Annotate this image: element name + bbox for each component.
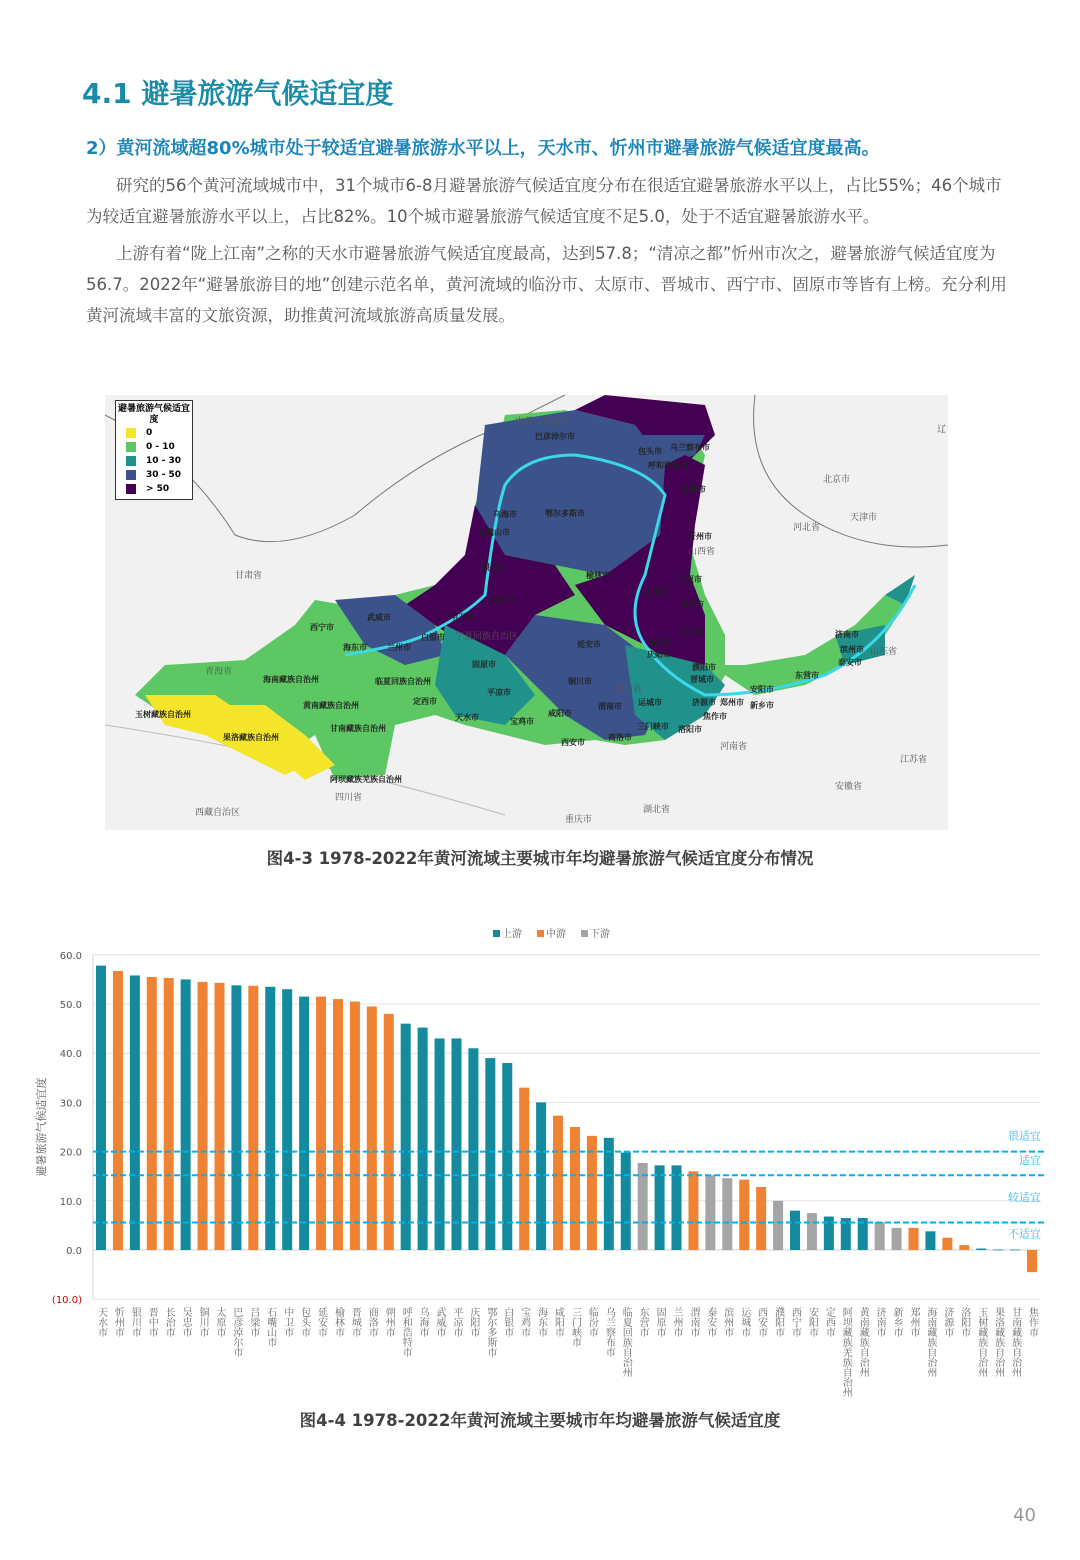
x-tick-label: 咸阳市 [552,1307,564,1337]
map-legend-item [126,426,192,440]
city-label: 渭南市 [598,702,622,711]
bar [231,985,241,1250]
city-label: 平凉市 [487,688,511,697]
city-label: 太原市 [678,575,702,584]
legend-label: 0 [146,428,153,438]
text-block [86,136,1016,337]
bar [925,1231,935,1250]
legend-label: 中游 [546,929,566,940]
city-label: 晋城市 [690,675,714,684]
bar [130,975,140,1250]
x-tick-label: 长治市 [163,1307,175,1337]
bar [435,1038,445,1250]
y-tick-label: 0.0 [66,1246,82,1257]
x-tick-label: 忻州市 [112,1307,124,1337]
bar [773,1201,783,1250]
bar [401,1024,411,1250]
x-tick-label: 鄂尔多斯市 [484,1307,496,1357]
x-tick-label: 渭南市 [687,1307,699,1337]
city-label: 安阳市 [750,685,774,694]
x-tick-label: 包头市 [298,1307,310,1337]
city-label: 乌兰察布市 [670,443,710,452]
city-label: 洛阳市 [678,725,702,734]
x-tick-label: 海东市 [535,1307,547,1337]
bar [739,1180,749,1250]
city-label: 咸阳市 [548,709,572,718]
x-tick-label: 定西市 [823,1307,835,1337]
province-label: 四川省 [335,793,363,803]
city-label: 临夏回族自治州 [375,677,431,686]
province-label: 山西省 [688,547,716,557]
x-tick-label: 呼和浩特市 [400,1307,412,1357]
province-label: 河北省 [793,523,821,533]
x-tick-label: 海南藏族自治州 [924,1307,936,1377]
x-tick-label: 庆阳市 [467,1307,479,1337]
bar [367,1006,377,1250]
bar [705,1175,715,1250]
x-tick-label: 中卫市 [281,1307,293,1337]
city-label: 运城市 [638,698,662,707]
city-label: 忻州市 [688,532,712,541]
section-subtitle: 2）黄河流域超80%城市处于较适宜避暑旅游水平以上，天水市、忻州市避暑旅游气候适宜度最高。 [86,138,880,159]
bar [316,997,326,1250]
city-label: 白银市 [421,633,445,642]
map-legend [115,400,193,500]
page-number: 40 [1013,1505,1036,1526]
bar [875,1222,885,1250]
x-tick-label: 固原市 [654,1307,666,1337]
bar [976,1249,986,1250]
legend-label: > 50 [146,484,170,494]
map-caption: 图4-3 1978-2022年黄河流域主要城市年均避暑旅游气候适宜度分布情况 [266,849,814,868]
map-legend-item [126,454,192,468]
city-label: 海东市 [343,643,367,652]
legend-label: 0 - 10 [146,442,175,452]
x-tick-label: 榆林市 [332,1307,344,1337]
x-tick-label: 吴忠市 [180,1307,192,1337]
bar [942,1238,952,1250]
bar [570,1127,580,1250]
city-label: 庆阳市 [647,650,671,659]
bar [181,979,191,1250]
x-tick-label: 三门峡市 [569,1307,581,1347]
legend-swatch [126,484,136,494]
province-label: 河南省 [720,742,748,752]
legend-label: 上游 [502,929,522,940]
x-tick-label: 武威市 [434,1307,446,1337]
bar [265,987,275,1250]
map-legend-item [126,440,192,454]
x-tick-label: 宝鸡市 [518,1307,530,1337]
city-label: 郑州市 [720,698,744,707]
bar [113,971,123,1250]
x-tick-label: 泰安市 [704,1307,716,1337]
map-legend-item [126,482,192,496]
bar [909,1228,919,1250]
threshold-label: 很适宜 [1008,1129,1041,1143]
city-label: 黄南藏族自治州 [303,701,359,710]
legend-swatch [493,930,500,937]
x-tick-label: 焦作市 [1026,1307,1038,1337]
bar [621,1153,631,1250]
bar [96,966,106,1250]
x-tick-label: 果洛藏族自治州 [992,1307,1004,1377]
bar [282,989,292,1250]
province-label: 辽 [937,425,947,435]
bar [959,1245,969,1250]
x-tick-label: 运城市 [738,1307,750,1337]
legend-swatch [126,442,136,452]
city-label: 乌海市 [493,510,517,519]
bar [722,1178,732,1250]
bar [688,1171,698,1250]
city-label: 定西市 [413,697,437,706]
x-tick-label: 洛阳市 [958,1307,970,1337]
paragraph-2: 上游有着“陇上江南”之称的天水市避暑旅游气候适宜度最高，达到57.8；“清凉之都”忻州市次之，避暑旅游气候适宜度为56.7。2022年“避暑旅游目的地”创建示范名单，黄河流域的临汾市、太原市、晋城市、西宁市、固原市等皆有上榜。充分利用黄河流域丰富的文旅资源，助推黄河流域旅游高质量发展。 [86,244,1007,325]
city-label: 濮阳市 [692,663,716,672]
bar [418,1028,428,1250]
suitability-map [105,395,948,830]
bar [384,1014,394,1250]
bar [485,1058,495,1250]
city-label: 玉树藏族自治州 [135,710,191,719]
y-tick-label: 60.0 [59,950,82,962]
bar [604,1138,614,1250]
city-label: 阿坝藏族羌族自治州 [330,775,402,784]
province-label: 湖北省 [643,805,671,815]
bar [198,982,208,1250]
y-tick-label: 30.0 [59,1098,82,1110]
province-label: 安徽省 [835,782,863,792]
city-label: 石嘴山市 [478,528,510,537]
x-tick-label: 天水市 [95,1307,107,1337]
city-label: 焦作市 [703,712,727,721]
city-label: 西安市 [561,738,585,747]
legend-label: 30 - 50 [146,470,182,480]
threshold-label: 适宜 [1019,1153,1041,1167]
bar [333,999,343,1250]
province-label: 陕西省 [615,685,643,695]
bar [299,997,309,1250]
y-tick-label: 20.0 [59,1147,82,1159]
x-tick-label: 晋中市 [146,1307,158,1337]
bar [553,1116,563,1250]
city-label: 武威市 [367,613,391,622]
x-tick-label: 吕梁市 [247,1307,259,1337]
x-tick-label: 新乡市 [891,1307,903,1337]
x-tick-label: 济源市 [941,1307,953,1337]
x-tick-label: 滨州市 [721,1307,733,1337]
city-label: 滨州市 [840,645,864,654]
province-label: 甘肃省 [235,571,263,581]
bar [807,1213,817,1250]
province-label: 江苏省 [900,755,928,765]
legend-label: 10 - 30 [146,456,182,466]
province-label: 西藏自治区 [195,808,241,818]
city-label: 吴忠市 [490,595,514,604]
bar [655,1165,665,1250]
bar [672,1165,682,1250]
x-tick-label: 黄南藏族自治州 [857,1307,869,1377]
bar [1027,1250,1037,1272]
x-tick-label: 西安市 [755,1307,767,1337]
province-label: 天津市 [850,513,878,523]
city-label: 铜川市 [568,677,592,686]
x-tick-label: 西宁市 [789,1307,801,1337]
y-tick-label: (10.0) [51,1295,82,1307]
x-tick-label: 玉树藏族自治州 [975,1307,987,1377]
x-tick-label: 兰州市 [671,1307,683,1337]
x-tick-label: 平凉市 [450,1307,462,1337]
city-label: 泰安市 [838,658,862,667]
x-tick-label: 白银市 [501,1307,513,1337]
legend-label: 下游 [590,929,610,940]
city-label: 海南藏族自治州 [263,675,319,684]
x-tick-label: 商洛市 [366,1307,378,1337]
city-label: 新乡市 [750,701,774,710]
city-label: 延安市 [577,640,601,649]
city-label: 西宁市 [310,623,334,632]
province-label: 山东省 [870,647,898,657]
x-tick-label: 济南市 [874,1307,886,1337]
province-label: 宁夏回族自治区 [455,632,519,642]
city-label: 固原市 [472,660,496,669]
legend-swatch [537,930,544,937]
city-label: 济源市 [692,698,716,707]
x-tick-label: 朔州市 [383,1307,395,1337]
x-tick-label: 甘南藏族自治州 [1009,1307,1021,1377]
bar [214,983,224,1250]
bar [1010,1250,1020,1251]
y-axis-label: 避暑旅游气候适宜度 [35,1077,48,1177]
x-tick-label: 临夏回族自治州 [620,1307,632,1377]
bar [519,1088,529,1250]
map-legend-item [126,468,192,482]
threshold-label: 较适宜 [1008,1190,1041,1204]
bar [790,1211,800,1250]
city-label: 宝鸡市 [510,717,534,726]
y-tick-label: 10.0 [59,1196,82,1208]
x-tick-label: 延安市 [315,1307,327,1337]
city-label: 中卫市 [450,613,474,622]
x-tick-label: 阿坝藏族羌族自治州 [840,1307,852,1397]
y-tick-label: 50.0 [59,1000,82,1011]
legend-swatch [581,930,588,937]
x-tick-label: 铜川市 [197,1307,209,1337]
x-tick-label: 石嘴山市 [264,1307,276,1347]
x-tick-label: 乌海市 [417,1307,429,1337]
threshold-label: 不适宜 [1008,1227,1041,1241]
bar [587,1136,597,1250]
x-tick-label: 银川市 [129,1307,141,1337]
bar [993,1250,1003,1251]
x-tick-label: 濮阳市 [772,1307,784,1337]
city-label: 榆林市 [586,571,610,580]
y-tick-label: 40.0 [59,1049,82,1061]
city-label: 长治市 [680,628,704,637]
province-label: 青海省 [205,667,233,677]
city-label: 三门峡市 [637,722,669,731]
city-label: 济南市 [835,630,859,639]
x-tick-label: 巴彦淖尔市 [230,1307,242,1357]
city-label: 鄂尔多斯市 [545,509,585,518]
x-tick-label: 太原市 [213,1307,225,1337]
x-tick-label: 东营市 [637,1307,649,1337]
bar [892,1228,902,1250]
city-label: 商洛市 [608,733,632,742]
city-label: 朔州市 [682,485,706,494]
bar [350,1002,360,1250]
bar [468,1048,478,1250]
chart-caption: 图4-4 1978-2022年黄河流域主要城市年均避暑旅游气候适宜度 [299,1411,781,1430]
x-tick-label: 乌兰察布市 [603,1307,615,1357]
city-label: 呼和浩特市 [648,461,688,470]
map-shapes [105,395,948,830]
province-label: 北京市 [823,475,851,485]
city-label: 临汾市 [649,638,673,647]
city-label: 天水市 [455,713,479,722]
city-label: 甘南藏族自治州 [330,724,386,733]
city-label: 东营市 [795,671,819,680]
city-label: 吕梁市 [645,588,669,597]
bar-chart [0,920,1080,1397]
x-tick-label: 晋城市 [349,1307,361,1337]
city-label: 银川市 [482,563,506,572]
x-tick-label: 临汾市 [586,1307,598,1337]
bar [248,986,258,1250]
map-legend-title: 避暑旅游气候适宜度 [117,404,190,425]
city-label: 巴彦淖尔市 [535,432,575,441]
province-label: 内蒙古自治区 [515,417,570,427]
bar [451,1038,461,1250]
bar [147,977,157,1250]
legend-swatch [126,428,136,438]
x-tick-label: 安阳市 [806,1307,818,1337]
city-label: 兰州市 [387,643,411,652]
city-label: 包头市 [638,447,662,456]
bar [164,978,174,1250]
paragraph-1: 研究的56个黄河流域城市中，31个城市6-8月避暑旅游气候适宜度分布在很适宜避暑旅游水平以上，占比55%；46个城市为较适宜避暑旅游水平以上，占比82%。10个城市避暑旅游气候适宜度不足5.0，处于不适宜避暑旅游水平。 [86,176,1002,226]
legend-swatch [126,456,136,466]
city-label: 果洛藏族自治州 [223,733,279,742]
legend-swatch [126,470,136,480]
city-label: 晋中市 [680,600,704,609]
bar [756,1187,766,1250]
x-tick-label: 郑州市 [908,1307,920,1337]
section-title: 4.1 避暑旅游气候适宜度 [82,77,394,110]
province-label: 重庆市 [565,815,593,825]
